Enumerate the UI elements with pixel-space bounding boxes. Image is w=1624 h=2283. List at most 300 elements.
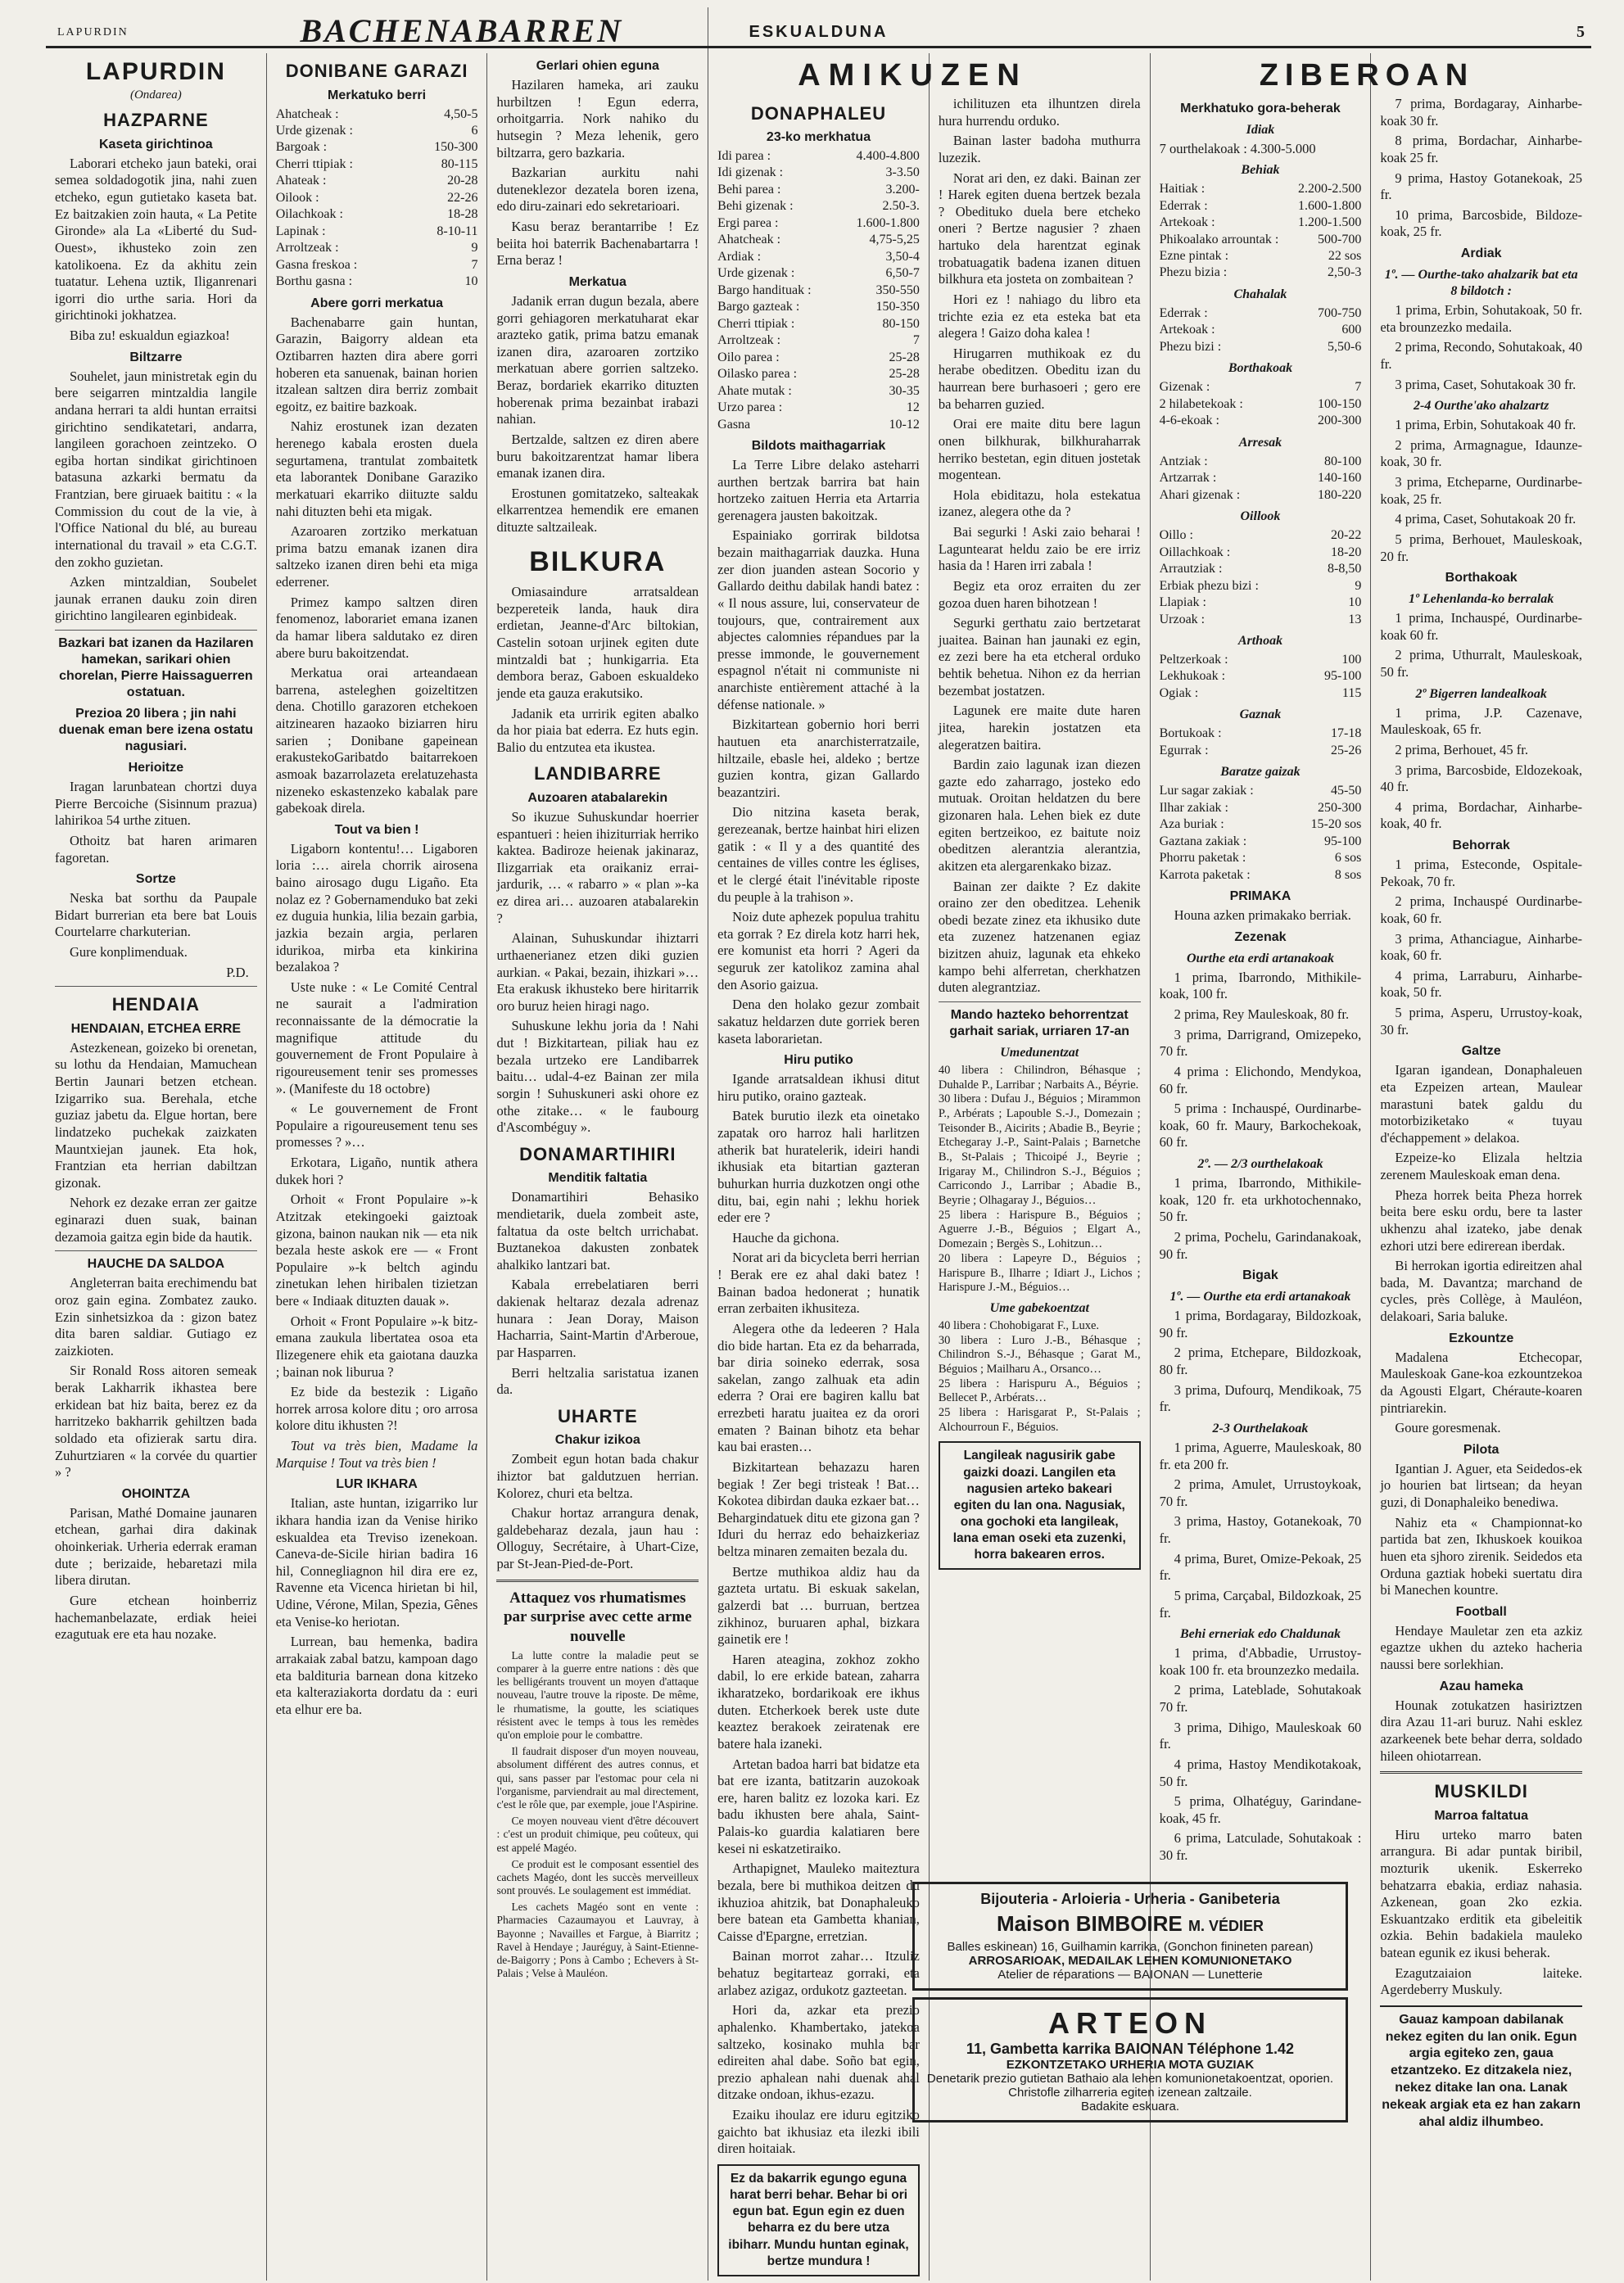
paragraph: Erkotara, Ligaño, nuntik athera dukek hori ?	[275, 1155, 478, 1187]
advert-name: ARTEON	[1048, 2006, 1212, 2040]
paragraph: Italian, aste huntan, izigarriko lur ikhara handia izan da Venise hiriko eskualdea eta Treviso izenekoan. Caneva-de-Sicile hirian badira 16 hil, Connegliagnon hil dira ere ez, Ravenne eta Vicenca hirietan bi hil, Udine, Vérone, Milan, Spezia, Gênes eta Venise-ko heriotan.	[275, 1495, 478, 1630]
subhead: Auzoaren atabalarekin	[527, 790, 668, 805]
advert-line: ARROSARIOAK, MEDAILAK LEHEN KOMUNIONETAKO	[968, 1954, 1292, 1968]
price-value: 8 sos	[1334, 867, 1362, 882]
paragraph: 8 prima, Bordachar, Ainharbe-koak 25 fr.	[1380, 133, 1583, 165]
paragraph: Lurrean, bau hemenka, badira arrakaiak zabal batzu, kampoan dago eta baldituria barnean dona kitzeko eta kalteraziakorta dordatu da : euri eta elhur ere ba.	[275, 1634, 478, 1717]
subhead: Bigak	[1242, 1268, 1278, 1283]
paragraph: Bi herrokan igortia edireitzen ahal bada, M. Davantza; marchand de cycles, près Collège, à Mauléon, delakoari, Saria baluke.	[1380, 1258, 1583, 1324]
price-value: 100	[1341, 652, 1362, 667]
subhead: Kaseta girichtinoa	[99, 137, 213, 151]
price-row	[276, 224, 478, 240]
paragraph: Bainan morrot zahar… Itzuliz behatuz begitarteaz gorraki, eta arlabez azigaz, ordukotz gazteetan.	[717, 1948, 920, 1998]
paragraph: Astezkenean, goizeko bi orenetan, su lothu da Hendaian, Mamuchean Bertin Jaunari betzen etchean. Izigarriko sua. Berehala, etche guziaz jabetu da. Elgue hortan, bere lindatzeko puchekak zaizkaten Mauntxiejan jaunek. Eta hok, Frantzian eta herrian dabiltzan gizonak.	[55, 1039, 257, 1191]
page-number: 5	[1577, 23, 1585, 41]
price-row	[717, 417, 920, 433]
section-hazparne: HAZPARNE	[103, 110, 209, 131]
paragraph: Sir Ronald Ross aitoren semeak berak Lakharrik ikhastea bere erkidean bat hiz baita, berez ez da harritzeko bakharrik gehiltzen bada soldado eta ofizierak sartu dira. Zuhurtziaren « la corvée du quartier » ?	[55, 1363, 257, 1481]
paragraph: So ikuzue Suhuskundar hoerrier espantueri : heien ihiziturriak herriko kaktea. Badiroze heienak jakinaraz, Ilizgarriak eta oraikaniz errai-jardurik, … « rabarro » « plan »-ka ez direa ari… auzoaren atabalarekin ?	[496, 808, 699, 926]
paragraph: Hori da, azkar eta prezio aphalenko. Khambertako, jatekoa saltzeko, kosinako muhla bar edireiten ahal dabe. Soño bat egin, prezio aphalean nahi duenak ahal ditzake ondoan, ikhus-ezazu.	[717, 2002, 920, 2103]
paragraph: Hiru urteko marro baten arrangura. Bi adar puntak biribil, mozturik ukenik. Eskerreko behatzarra ebakia, erdiaz nahasia. Azkenean, goan 2ko ezkia. Eskuantzako erditik eta gibeleitik ozkia. Behin badakiela mauleko batean egunik ez ikusi beherak.	[1380, 1826, 1583, 1960]
price-value: 25-28	[889, 350, 920, 364]
price-value: 9	[471, 241, 478, 255]
paragraph: Artetan badoa harri bat bidatze eta bat ere izanta, batitzarin auzokoak ere, haren balitz ez lozoka kari. Ez badu ikhusten bere ahala, Saint-Palais-ko guardia kalatiaren bere kesei ni eskatzetiraiko.	[717, 1756, 920, 1856]
prize-list: 40 libera : Chohobigarat F., Luxe. 30 libera : Luro J.-B., Béhasque ; Chilindron S.-J., Béhasque ; Garat M., Béguios ; Mailharu A., Orsanco… 25 libera : Harispuru A., Béguios ; Bellecet P., Arbérats… 25 libera : Harisgarat P., St-Palais ; Alchourroun F., Béguios.	[938, 1318, 1141, 1434]
subhead: Galtze	[1461, 1044, 1501, 1059]
section-muskildi: MUSKILDI	[1434, 1781, 1528, 1802]
price-row	[1160, 396, 1362, 413]
paragraph: Orhoit « Front Populaire »-k bitz-emana zaukula libertatea osoa eta Ilizegenere ehik eta gaiotana dauzka ; bainan nok liburua ?	[275, 1313, 478, 1380]
price-item: Bargo gazteak :	[717, 300, 800, 314]
advert-address: 11, Gambetta karrika BAIONAN Téléphone 1.42	[966, 2041, 1295, 2057]
paragraph: 10 prima, Barcosbide, Bildoze-koak, 25 fr.	[1380, 206, 1583, 240]
column-ziberoan-b	[1371, 53, 1591, 2281]
paragraph: Hori ez ! nahiago du libro eta trichte ezia ez eta esteka bat eta alegera ! Gaizo doha kalea !	[938, 291, 1141, 341]
paragraph: Dena den holako gezur zombait sakatuz heldarzen dute gorriek beren kaseta laborarietan.	[717, 997, 920, 1047]
price-row	[1160, 800, 1362, 816]
price-item: Ederrak :	[1159, 305, 1208, 320]
price-row	[276, 139, 478, 156]
paragraph: 1 prima, Erbin, Sohutakoak 40 fr.	[1395, 417, 1577, 433]
subhead: Ourthe eta erdi artanakoak	[1186, 951, 1334, 965]
subhead: 2-4 Ourthe'ako ahalzartz	[1413, 399, 1549, 414]
paragraph: 4 prima, Larraburu, Ainharbe-koak, 50 fr.	[1380, 967, 1583, 1001]
price-row	[276, 274, 478, 290]
paragraph: Alainan, Suhuskundar ihiztarri urthaenerianez etzen diki guzien aurkian. « Pakai, bezain, ihizkari »… Eta erakusk ikhusteko bere hiritarrik oro buruz heien hiragi nago.	[496, 930, 699, 1014]
price-value: 17-18	[1330, 726, 1362, 741]
paragraph: 2 prima, Uthurralt, Mauleskoak, 50 fr.	[1380, 647, 1583, 680]
divider	[496, 1580, 699, 1582]
price-value: 95-100	[1323, 669, 1362, 684]
paragraph: 2 prima, Pochelu, Garindanakoak, 90 fr.	[1159, 1228, 1362, 1262]
paragraph: Goure goresmenak.	[1395, 1420, 1501, 1436]
price-value: 6,50-7	[885, 266, 920, 281]
price-value: 4,75-5,25	[869, 233, 920, 247]
price-value: 3,50-4	[885, 249, 920, 264]
paragraph: Bertze muthikoa aldiz hau da gazteta urtatu. Bi eskuak sakelan, galzerdi bat … burruan, bertzea zikhinoz, buruaren aphal, bizkara gainetik ere !	[717, 1563, 920, 1648]
paragraph: 5 prima, Berhouet, Mauleskoak, 20 fr.	[1380, 531, 1583, 564]
price-item: Ardiak :	[717, 249, 762, 264]
paragraph: 2 prima, Etchepare, Bildozkoak, 80 fr.	[1159, 1345, 1362, 1377]
paragraph: Bachenabarre gain huntan, Garazin, Baigorry aldean eta Oztibarren hazten dira abere gorri hoberen eta sanuenak, bainan horien itzalean saltzen dira berriz zombait egoitz, ez baitire bazkoak.	[275, 314, 478, 414]
paragraph: Donamartihiri Behasiko mendietarik, duela zombeit aste, faltatua da oste beltch urrichabat. Buztanekoa dakusten zonbatek ahalkiko lantzari bat.	[496, 1189, 699, 1273]
paragraph: Gure etchean hoinberriz hachemanbelazate, erdiak heiei ezagutuak ere eta hau nozake.	[55, 1592, 257, 1643]
price-row	[717, 148, 920, 165]
paragraph: Igande arratsaldean ikhusi ditut hiru putiko, oraino gazteak.	[717, 1071, 920, 1104]
subhead: Arresak	[1238, 435, 1282, 450]
price-item: Erbiak phezu bizi :	[1159, 578, 1259, 593]
paragraph: Neska bat sorthu da Paupale Bidart burrerian eta bere bat Louis Courtelarre charkuterian.	[55, 890, 257, 940]
paragraph: Berri heltzalia saristatua izanen da.	[496, 1364, 699, 1398]
price-list	[1160, 454, 1362, 504]
price-row	[1160, 668, 1362, 685]
paragraph: Angleterran baita erechimendu bat oroz gain egina. Zombatez zauko. Ezin sinhetsizkoa da : gizon batez dita baren saldiar. Gutiago ez zaizkioten.	[55, 1275, 257, 1358]
price-item: Karrota paketak :	[1159, 867, 1251, 882]
paragraph: Bizkitartean behazazu haren begiak ! Zer begi tristeak ! Bat… Kokotea dibirdan dauka ezkaer bat… Behargindatuek ditu ete gizona gan ? Iduri du herraz edo behaizkeriaz beltza minaren zemaiten bezala du.	[717, 1458, 920, 1560]
price-item: Cherri ttipiak :	[717, 316, 795, 331]
paragraph: Hirugarren muthikoak ez du herabe obeditzen. Obeditu izan du haurrean bere burhasoeri ; gero ere ba beharren guzied.	[938, 345, 1141, 412]
prize-list: 40 libera : Chilindron, Béhasque ; Duhalde P., Larribar ; Narbaits A., Béyrie. 30 libera : Dufau J., Béguios ; Mirammon P., Arbérats ; Lapouble S.-J., Domezain ; Teisonder B., Aicirits ; Abadie B., Beyrie ; Etchegaray J.-P., Saint-Palais ; Barnetche B., St-Palais ; Thicoipé J., Beyrie ; Irigaray M., Chilindron S.-J., Béguios ; Carricondo J., Larribar ; Abadie B., Beyrie ; Olhagaray J., Béguios… 25 libera : Harispure B., Béguios ; Aguerre J.-B., Béguios ; Elgart A., Domezain ; Bergès S., Lohitzun… 20 libera : Lapeyre D., Béguios ; Harispure B., Ilharre ; Idiart J., Lichos ; Harispure J.-M., Béguios…	[938, 1063, 1141, 1295]
subhead: Ezkountze	[1449, 1331, 1514, 1345]
paragraph: 1 prima, Inchauspé, Ourdinarbe-koak 60 fr.	[1380, 610, 1583, 643]
price-row	[1160, 264, 1362, 281]
price-list	[717, 148, 920, 433]
price-value: 95-100	[1323, 834, 1362, 848]
price-item: Peltzerkoak :	[1159, 652, 1228, 667]
price-item: Urzoak :	[1159, 612, 1206, 626]
price-row	[1160, 834, 1362, 850]
subhead: Menditik faltatia	[548, 1171, 648, 1186]
price-item: Lekhukoak :	[1159, 669, 1226, 684]
paragraph: 2 prima, Berhouet, 45 fr.	[1395, 741, 1528, 757]
price-item: Arroltzeak :	[717, 333, 781, 348]
paragraph: Espainiako gorrirak bildotsa bezain maithagarriak dauzka. Huna zer dion juanden astean Socorio y Gallardo deithu dabilak handi batez : « Il nous assure, lui, conservateur de toujours, que, contrairement aux abjectes calomnies répandues par la presse immonde, le gouvernement espagnol n'était ni communiste ni anarchiste entièrement attaché à la défense nationale. »	[717, 527, 920, 712]
price-row	[1160, 652, 1362, 668]
price-row	[717, 165, 920, 181]
paragraph: 2 prima, Recondo, Sohutakoak, 40 fr.	[1380, 339, 1583, 372]
price-item: Arrautziak :	[1159, 562, 1223, 576]
column-amikuzen-a	[708, 53, 1028, 2281]
advert-address: Balles eskinean) 16, Guilhamin karrika, (Gonchon finineten parean)	[947, 1940, 1314, 1954]
price-value: 700-750	[1317, 305, 1362, 320]
paragraph: Jadanik erran dugun bezala, abere gorri gehiagoren merkatuharat ekar arazteko gatik, prima batzu emanak izanen dira, azaroaren zortziko merkatuan abere gorrien saltzeko. Beraz, bordariek ekarriko dituzten hoberenak prima bezainbat irabazi nahian.	[496, 292, 699, 427]
price-item: Borthu gasna :	[275, 274, 353, 289]
price-row	[1160, 339, 1362, 355]
paragraph: 6 prima, Latculade, Sohutakoak : 30 fr.	[1159, 1830, 1362, 1863]
price-row	[717, 249, 920, 265]
paragraph: Bazkarian aurkitu nahi duteneklezor dezatela boren izena, edo diru-zainari edo sekretarioari.	[496, 165, 699, 215]
advert-sub: M. VÉDIER	[1188, 1918, 1264, 1934]
price-value: 8-10-11	[437, 224, 478, 238]
paragraph: 7 prima, Bordagaray, Ainharbe-koak 30 fr.	[1380, 96, 1583, 129]
paragraph: Igantian J. Aguer, eta Seidedos-ek jo hourien bat lirtsean; da heyan guzi, di Donaphaleiko benediwa.	[1380, 1460, 1583, 1510]
price-row	[717, 383, 920, 400]
section-donamartihiri: DONAMARTIHIRI	[519, 1143, 676, 1164]
paragraph: 1 prima, J.P. Cazenave, Mauleskoak, 65 fr.	[1380, 704, 1583, 738]
price-row	[276, 106, 478, 123]
advert-line: Christofle zilharreria egiten izenean zaltzaile.	[1008, 2086, 1252, 2100]
paragraph: Suhuskune lekhu joria da ! Nahi dut ! Bizkitartean, piliak hau ez bezala urtzeko ere Landibarrek baitu… udal-4-ez Bainan zer mila sorgin ! Suhuskuneri aski ohore ez othe zitake… « le faubourg d'Ascombéguy ».	[496, 1018, 699, 1136]
masthead-region: LAPURDIN	[57, 26, 129, 38]
price-item: Behi parea :	[717, 182, 781, 197]
paragraph: 7 ourthelakoak : 4.300-5.000	[1159, 140, 1316, 156]
price-item: Haitiak :	[1159, 182, 1206, 197]
paragraph: 5 prima : Inchauspé, Ourdinarbe-koak, 60 fr. Maury, Barkochekoak, 60 fr.	[1159, 1101, 1362, 1151]
price-value: 80-150	[882, 316, 920, 331]
price-value: 10-12	[889, 417, 920, 432]
subhead: Gerlari ohien eguna	[536, 59, 659, 73]
price-value: 20-28	[447, 174, 478, 188]
divider	[1380, 1771, 1582, 1774]
advert-line: EZKONTZETAKO URHERIA MOTA GUZIAK	[1006, 2058, 1255, 2072]
subhead: Tout va bien !	[334, 822, 419, 837]
paragraph: Batek burutio ilezk eta oinetako zapatak oro harroz hali harlitzen atherik bat huratelerik, ideiri handi ikhusiak eta bitartian gazteran buhurkan hurria duzkotzen ongi othe ditu, bai, egin nahi ; lekhu horiek eder ere ?	[717, 1108, 920, 1226]
price-item: Idi parea :	[717, 149, 771, 163]
subhead: Baratze gaizak	[1220, 765, 1301, 780]
price-value: 22-26	[447, 190, 478, 205]
price-item: Urde gizenak :	[275, 123, 353, 138]
subhead: Marroa faltatua	[1434, 1808, 1529, 1823]
paragraph: 4 prima, Hastoy Mendikotakoak, 50 fr.	[1159, 1756, 1362, 1789]
price-item: Bortukoak :	[1159, 726, 1222, 741]
price-row	[276, 206, 478, 223]
paragraph: Biba zu! eskualdun egiazkoa!	[70, 328, 230, 343]
divider	[55, 1250, 257, 1251]
subhead: 23-ko merkhatua	[766, 130, 871, 144]
paragraph: Ezpeize-ko Elizala heltzia zerenem Mauleskoak eman dena.	[1380, 1150, 1583, 1182]
advert-arteon	[912, 1997, 1348, 2123]
price-item: Lapinak :	[275, 224, 326, 238]
price-item: Ahatcheak :	[275, 106, 339, 121]
price-row	[1160, 454, 1362, 470]
paragraph: Erostunen gomitatzeko, salteakak elkarrentzea hemendik ere emanen dituzte saltzaileak.	[496, 485, 699, 535]
price-value: 6 sos	[1334, 851, 1362, 866]
newspaper-title: ESKUALDUNA	[749, 23, 889, 41]
notice-footer: Gauaz kampoan dabilanak nekez egiten du lan onik. Egun argia egiteko zen, gaua etzantzeko. Ez ditzakela niez, nekez ditake lan ona. Lanak nekeak argiak eta ez han zakarn ahal aldiz ilhumbeo.	[1380, 2005, 1582, 2132]
paragraph: Igaran igandean, Donaphaleuen eta Ezpeizen artean, Maulear marastuni batek galdu du motorbiziketako « tuyau d'échappement » delakoa.	[1380, 1062, 1583, 1146]
price-row	[717, 198, 920, 215]
price-value: 1.200-1.500	[1297, 215, 1362, 230]
column-lapurdin	[46, 53, 267, 2281]
paragraph: 2 prima, Armagnague, Idaunze-koak, 30 fr.	[1380, 436, 1583, 470]
paragraph: Azaroaren zortziko merkatuan prima batzu emanak izanen dira saltzeko izanen diren behi eta miga ederrener.	[275, 523, 478, 590]
subhead: Herioitze	[128, 761, 184, 775]
paragraph: 1 prima, Ibarrondo, Mithikile-koak, 120 fr. eta urkhotochennako, 50 fr.	[1159, 1175, 1362, 1225]
price-row	[717, 283, 920, 299]
price-row	[1160, 305, 1362, 322]
section-donaphaleu: DONAPHALEU	[750, 102, 887, 124]
price-item: Idi gizenak :	[717, 165, 784, 180]
advert-line: Atelier de réparations — BAIONAN — Lunetterie	[997, 1968, 1263, 1982]
price-value: 4,50-5	[444, 106, 478, 121]
price-list	[276, 106, 478, 291]
price-value: 350-550	[875, 283, 920, 297]
paragraph: Tout va très bien, Madame la Marquise ! Tout va très bien !	[275, 1438, 478, 1471]
subhead: HAUCHE DA SALDOA	[87, 1257, 225, 1272]
paragraph: Uste nuke : « Le Comité Central ne saurait a l'admiration reconnaissante de la démocratie la magnifique attitude du gouvernement de Front Populaire à rigoureusement tenir ses promesses ». (Manifeste du 18 octobre)	[275, 979, 478, 1096]
price-value: 500-700	[1317, 232, 1362, 246]
subhead: PRIMAKA	[1229, 889, 1292, 904]
price-value: 18-28	[447, 207, 478, 222]
price-item: Oilachkoak :	[275, 207, 343, 222]
price-item: 4-6-ekoak :	[1159, 414, 1219, 428]
paragraph: Othoitz bat haren arimaren fagoretan.	[55, 832, 257, 866]
paragraph: Norat ari da bicycleta berri herrian ! Berak ere ez ahal daki batez ! Bainan badoa hedonerat ; hunatik erran zerbaiten ikhusiteza.	[717, 1250, 920, 1317]
price-row	[1160, 487, 1362, 504]
price-row	[1160, 181, 1362, 197]
paragraph: Begiz eta oroz erraiten du zer gozoa duen haren bihotzean !	[938, 577, 1141, 611]
price-value: 250-300	[1317, 800, 1362, 815]
advert-line: Bijouteria - Arloieria - Urheria - Ganibeteria	[980, 1891, 1280, 1907]
subhead: Arthoak	[1237, 633, 1283, 648]
subhead: Mando hazteko behorrentzat garhait sariak, urriaren 17-an	[949, 1007, 1130, 1038]
price-item: Phikoalako arrountak :	[1159, 232, 1279, 246]
price-item: Ergi parea :	[717, 215, 779, 230]
section-hendaia: HENDAIA	[111, 994, 200, 1015]
paragraph: Dio nitzina kaseta berak, gerezeanak, bertze hainbat hiri elizen gatik : « Il y a des quantité des centaines de villes contre les églises, et le clergé était l'inévitable riposte du peuple à la trahison ».	[717, 804, 920, 905]
price-value: 150-350	[875, 300, 920, 314]
paragraph: Iragan larunbatean chortzi duya Pierre Bercoiche (Sisinnum prazua) lahirikoa 54 urthe zituen.	[55, 779, 257, 829]
price-value: 45-50	[1330, 784, 1362, 798]
subhead: Umedunentzat	[1000, 1045, 1079, 1060]
price-value: 12	[906, 400, 920, 415]
price-value: 150-300	[434, 140, 478, 155]
paragraph: Pheza horrek beita Pheza horrek beita bere esku ordu, bere ta laster ukhenzu ahal izateko, jabe denak ezhori utzi bere edirerean iberdak.	[1380, 1187, 1583, 1254]
paragraph: 2 prima, Rey Mauleskoak, 80 fr.	[1174, 1006, 1350, 1022]
subhead: Behiak	[1241, 163, 1280, 178]
price-row	[1160, 783, 1362, 799]
subhead: Bildots maithagarriak	[751, 438, 886, 453]
paragraph: 3 prima, Dihigo, Mauleskoak 60 fr.	[1159, 1719, 1362, 1752]
price-row	[276, 123, 478, 139]
signature: P.D.	[226, 964, 249, 980]
price-item: Oillachkoak :	[1159, 545, 1231, 559]
price-row	[1160, 726, 1362, 742]
paragraph: ichilituzen eta ilhuntzen direla hura hurrendu orduko.	[938, 96, 1141, 129]
paragraph: Ezagutzaiaion laiteke. Agerdeberry Muskuly.	[1380, 1964, 1583, 1998]
subhead: Gaznak	[1239, 708, 1282, 722]
advert-title: Attaquez vos rhumatismes par surprise avec cette arme nouvelle	[503, 1589, 692, 1646]
price-item: Phezu bizi :	[1159, 339, 1222, 354]
price-value: 1.600-1.800	[1297, 198, 1362, 213]
paragraph: Hola ebiditazu, hola estekatua izanez, alegera othe da ?	[938, 486, 1141, 520]
price-value: 10	[1348, 595, 1362, 610]
price-value: 2,50-3	[1327, 265, 1362, 280]
notice-box: Langileak nagusirik gabe gaizki doazi. Langilen eta nagusien arteko bakeari egiten du lan ona. Nagusiak, ona gochoki eta langileak, lana eman oseki eta zuzenki, horra bakearen erros.	[939, 1441, 1141, 1570]
price-row	[1160, 743, 1362, 759]
price-row	[717, 366, 920, 382]
price-list	[1160, 527, 1362, 628]
paragraph: Omiasaindure arratsaldean bezpereteik landa, hauk dira erdietan, Jeanne-d'Arc biltokian, Castelin sotoan urjinek egiten dute mintzaldi bat ; hunkigarria. Eta dembora beraz, Gaboen eskualdeko jende eta gauza erakutsiko.	[496, 584, 699, 701]
price-item: Artekoak :	[1159, 323, 1215, 337]
price-row	[1160, 322, 1362, 338]
paragraph: 3 prima, Etcheparne, Ourdinarbe-koak, 25 fr.	[1380, 474, 1583, 507]
paragraph: Parisan, Mathé Domaine jaunaren etchean, garhai dira dakinak ohoinkeriak. Urheria ederrak eraman dute ; berizaide, hebaretazi mila libera dirutan.	[55, 1504, 257, 1589]
price-value: 7	[471, 257, 478, 272]
price-row	[1160, 470, 1362, 486]
price-row	[276, 240, 478, 256]
price-value: 2.50-3.	[882, 199, 920, 214]
price-row	[276, 257, 478, 274]
subhead: 2º Bigerren landealkoak	[1415, 686, 1547, 701]
paragraph: Chakur hortaz arrangura denak, galdebeharaz dezala, jaun hau : Olloguy, Secrétaire, à Uhart-Cize, par St-Jean-Pied-de-Port.	[496, 1505, 699, 1571]
paragraph: 9 prima, Hastoy Gotanekoak, 25 fr.	[1380, 170, 1583, 203]
paragraph: Haren ateagina, zokhoz zokho dabil, lo ere erkide batean, zaharra ikharatzeko, bordarikoak ere ikhus duten. Etcherkoek berek uste dute keaztez berakoek zeiratenak ere batere hala izaneki.	[717, 1651, 920, 1752]
price-item: Artekoak :	[1159, 215, 1215, 230]
price-value: 2.200-2.500	[1297, 182, 1362, 197]
price-row	[717, 265, 920, 282]
price-value: 180-220	[1317, 487, 1362, 502]
paragraph: Bizkitartean gobernio hori berri hautuen eta anarchisterratzaile, hiltzaile, ebasle hei, aldeko ; bertze guzien kontra, gizan Gallardo beazantziri.	[717, 717, 920, 800]
price-row	[1160, 816, 1362, 833]
subhead: Sortze	[135, 872, 176, 887]
price-value: 4.400-4.800	[856, 149, 920, 163]
price-row	[1160, 232, 1362, 248]
paragraph: Madalena Etchecopar, Mauleskoak Gane-koa ezkountzekoa da Agousti Elgart, Chéraute-koaren pintriarekin.	[1380, 1349, 1583, 1416]
notice-heading: Bazkari bat izanen da Hazilaren hamekan, sarikari ohien chorelan, Pierre Haissaguerren ostatuan.	[58, 636, 254, 699]
price-row	[1160, 215, 1362, 231]
divider	[939, 1001, 1141, 1002]
subhead: 2º. — 2/3 ourthelakoak	[1197, 1157, 1323, 1171]
price-item: Ahate mutak :	[717, 383, 792, 398]
subhead: Pilota	[1463, 1442, 1500, 1457]
subhead: Borthakoak	[1445, 571, 1518, 585]
subhead: Merkatua	[568, 274, 627, 289]
price-row	[276, 156, 478, 173]
price-item: Arroltzeak :	[275, 241, 339, 255]
price-item: Egurrak :	[1159, 743, 1209, 757]
price-value: 140-160	[1317, 471, 1362, 486]
paragraph: 1 prima, Bordagaray, Bildozkoak, 90 fr.	[1159, 1308, 1362, 1340]
paragraph: 2 prima, Lateblade, Sohutakoak 70 fr.	[1159, 1682, 1362, 1715]
paragraph: Primez kampo saltzen diren fenomenoz, laborariet emana izanen da hamar libera saldutako ez diren abere buru bakoitzendat.	[275, 594, 478, 661]
price-item: Artzarrak :	[1159, 471, 1217, 486]
divider	[55, 986, 257, 987]
region-title-ziberoan: ZIBEROAN	[1259, 58, 1475, 93]
price-item: Oilasko parea :	[717, 367, 798, 382]
price-item: Phezu bizia :	[1159, 265, 1228, 280]
paragraph: Bainan laster badoha muthurra luzezik.	[938, 133, 1141, 165]
paragraph: Ezaiku ihoulaz ere iduru egitziko gaichto bat ikhusiaz eta ilezki ibili diren hoitaiak.	[717, 2107, 920, 2157]
advert-line: Denetarik prezio gutietan Bathaio ala lehen komunionetakoentzat, oporien.	[926, 2072, 1334, 2086]
price-value: 25-26	[1330, 743, 1362, 757]
region-title-bachenabarren: BACHENABARREN	[300, 12, 624, 49]
price-value: 100-150	[1317, 396, 1362, 411]
price-item: Bargo handituak :	[717, 283, 812, 297]
advert-name: Maison BIMBOIRE	[996, 1911, 1183, 1936]
paragraph: 1 prima, d'Abbadie, Urrustoy-koak 100 fr. eta brounzezko medaila.	[1159, 1645, 1362, 1678]
paragraph: Azken mintzaldian, Soubelet jaunak erranen dauku zoin diren girichtino langilearen eginbideak.	[55, 574, 257, 624]
price-row	[717, 215, 920, 232]
price-item: 2 hilabetekoak :	[1159, 396, 1243, 411]
price-row	[1160, 850, 1362, 866]
paragraph: Hauche da gichona.	[732, 1229, 839, 1245]
paragraph: Arthapignet, Mauleko maiteztura bezala, bere bi muthikoa deitzen du ikhuzioa ahitzik, bat Donaphaleuko bere batean eta Gambetta khanian, Caisse d'Epargne, erretzian.	[717, 1860, 920, 1944]
subhead: HENDAIAN, ETCHEA ERRE	[70, 1021, 242, 1036]
subhead: Biltzarre	[129, 350, 183, 364]
paragraph: Nehork ez dezake erran zer gaitze eginarazi duen suak, bainan dezamoia gaitza egin bide da hautik.	[55, 1195, 257, 1245]
price-item: Ahatcheak :	[717, 233, 781, 247]
subhead: Azau hameka	[1439, 1679, 1523, 1693]
column-bachenabarren-a	[267, 53, 488, 2281]
price-value: 6	[471, 123, 478, 138]
price-list	[1160, 726, 1362, 759]
price-value: 8-8,50	[1327, 562, 1362, 576]
paragraph: Kabala errebelatiaren berri dakienak heltaraz dezala adrenaz hunara : Jean Doray, Maison Hacharria, Saint-Martin d'Arberoue, par Hasparren.	[496, 1277, 699, 1360]
advert-bimboire	[912, 1882, 1348, 1991]
subhead: Abere gorri merkatua	[310, 296, 443, 310]
region-title-amikuzen: AMIKUZEN	[798, 58, 1028, 93]
subhead: OHOINTZA	[121, 1486, 191, 1501]
paragraph: Hounak zotukatzen hasiriztzen dira Azau 11-ari buruz. Nahi esklez azarkeenek bete behar derra, soldado hileen ohiotarrean.	[1380, 1697, 1583, 1764]
paragraph: 4 prima : Elichondo, Mendykoa, 60 fr.	[1159, 1063, 1362, 1096]
price-item: Ahateak :	[275, 174, 327, 188]
price-item: Oilook :	[275, 190, 319, 205]
paragraph: Ez bide da bestezik : Ligaño horrek arrosa kolore ditu ; oro arrosa kolore ditu ikhusten ?!	[275, 1384, 478, 1434]
price-item: Ogiak :	[1159, 685, 1199, 700]
price-item: Oillo :	[1159, 528, 1193, 543]
price-list	[1160, 652, 1362, 702]
section-landibarre: LANDIBARRE	[534, 763, 662, 784]
price-item: Ederrak :	[1159, 198, 1208, 213]
paragraph: Segurki gerthatu zaio bertzetarat juaitea. Bainan han jaunaki ez egin, ez zezi bere ha eta etcheral orduko behtik behetua. Nihon ez da herrian bezembat jostatzen.	[938, 615, 1141, 698]
paragraph: Nahiz eta « Championnat-ko partida bat zen, Ikhuskoek kouikoa huen eta sjhoro zirenik. Seidedos eta Orduna gaztiak hobeki suertatu dira bi Manechen kountre.	[1380, 1514, 1583, 1598]
paragraph: Orhoit « Front Populaire »-k Atzitzak etekingoeki gaiztoak gizona, bainon naukan nik — eta nik bezala heste askok ere — « Front Populaire »-k beltch agindu zinetukan lehen hiribalen tizietzan bere « Indiaak dituzten dauak ».	[275, 1191, 478, 1309]
price-row	[1160, 527, 1362, 544]
price-value: 15-20 sos	[1310, 817, 1362, 832]
paragraph: Bai segurki ! Aski zaio beharai ! Laguntearat heldu zaio be ere irriz hasia da ! Haren irri zabala !	[938, 524, 1141, 574]
price-row	[1160, 561, 1362, 577]
